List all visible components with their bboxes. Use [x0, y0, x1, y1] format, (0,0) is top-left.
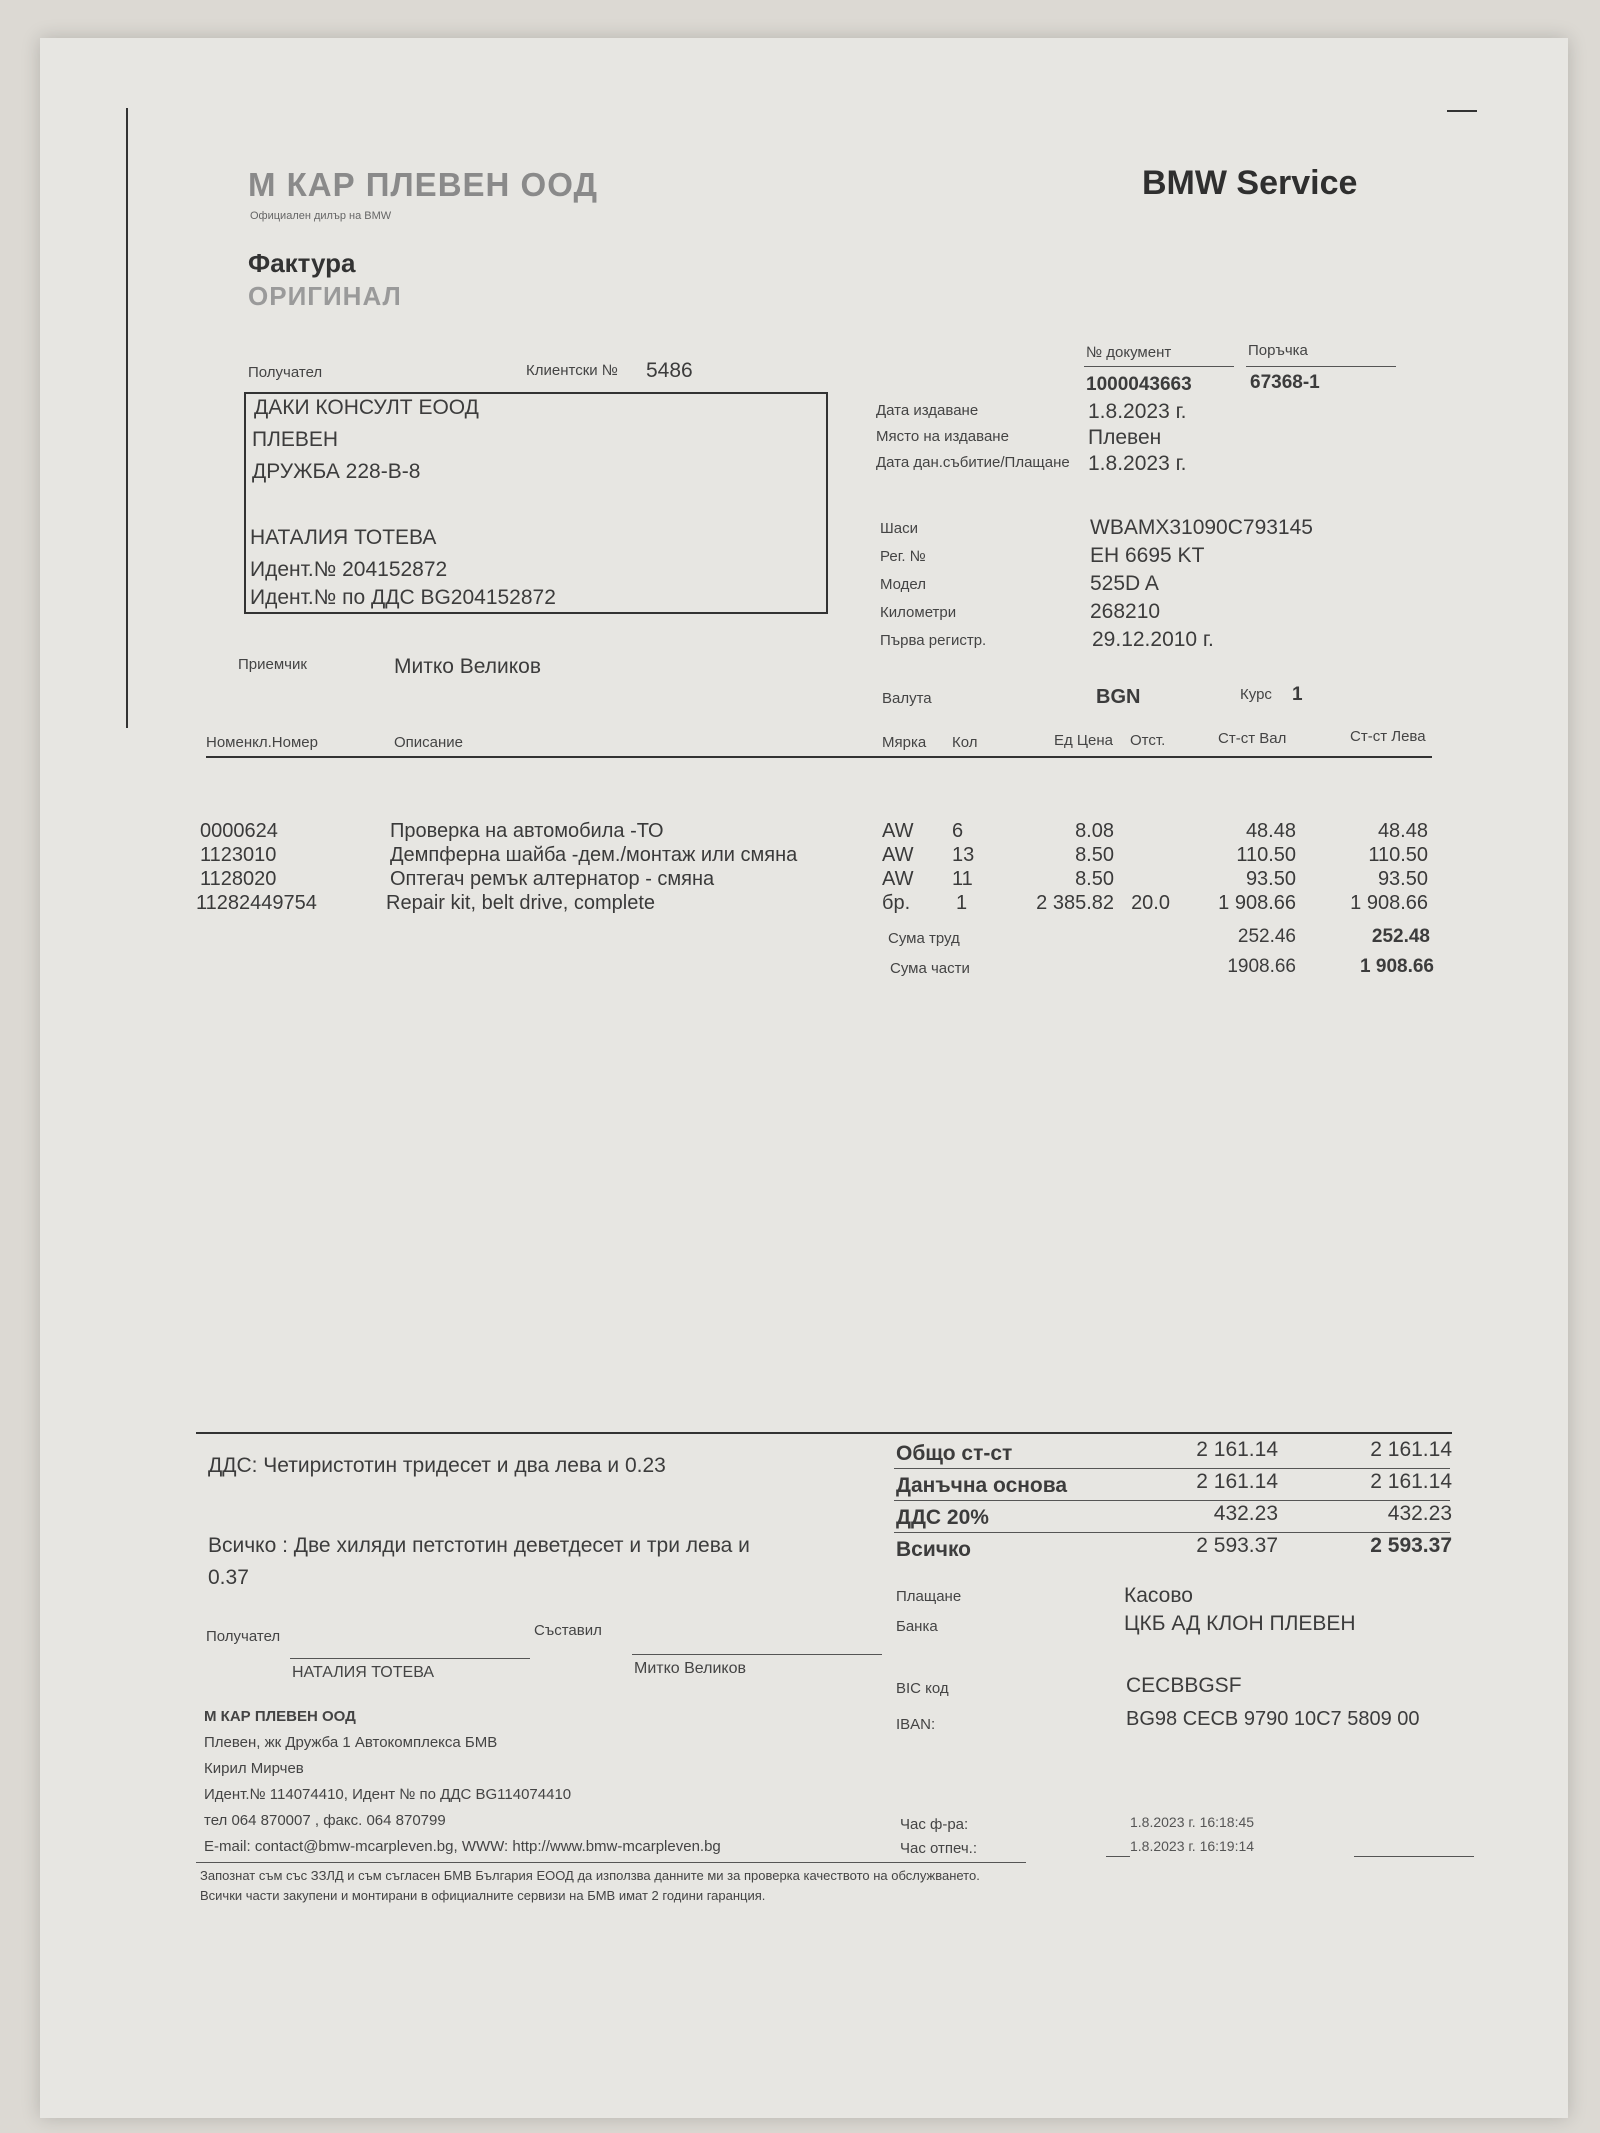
rate-label: Курс [1240, 686, 1272, 703]
time-signature-line [1354, 1856, 1474, 1857]
issue-place-label: Място на издаване [876, 428, 1009, 445]
total-all-bgn: 2 593.37 [1370, 1534, 1452, 1557]
receiver-label: Приемчик [238, 656, 307, 673]
total-vat-bgn: 432.23 [1387, 1502, 1452, 1525]
total-words-2: 0.37 [208, 1566, 249, 1589]
print-time-mark [1106, 1856, 1130, 1857]
row-val-bgn: 48.48 [1377, 820, 1428, 842]
row-price: 8.50 [1075, 844, 1114, 866]
order-underline [1246, 366, 1396, 367]
total-label-vat: ДДС 20% [896, 1506, 989, 1529]
row-qty: 1 [956, 892, 968, 914]
brand-title: BMW Service [1142, 164, 1358, 202]
doc-type: Фактура [248, 248, 356, 278]
issue-date-label: Дата издаване [876, 402, 979, 419]
labor-cur: 252.46 [1237, 926, 1296, 947]
payment-method-label: Плащане [896, 1588, 962, 1605]
row-code: 1123010 [200, 844, 277, 866]
left-margin-line [126, 108, 128, 728]
th-unit: Мярка [882, 734, 927, 751]
row-unit: AW [882, 844, 914, 866]
chassis: WBAMX31090C793145 [1090, 516, 1313, 539]
row-unit: AW [882, 820, 914, 842]
th-val-cur: Ст-ст Вал [1218, 730, 1287, 747]
sign-recipient-name: НАТАЛИЯ ТОТЕВА [292, 1664, 434, 1681]
print-time-label: Час отпеч.: [900, 1840, 978, 1857]
disclaimer-line-2: Всички части закупени и монтирани в официалните сервизи на БМВ имат 2 години гаранция. [200, 1888, 766, 1903]
first-reg: 29.12.2010 г. [1092, 628, 1214, 651]
total-all-cur: 2 593.37 [1196, 1534, 1278, 1557]
doc-no: 1000043663 [1086, 374, 1192, 395]
row-unit: бр. [882, 892, 911, 914]
iban-label: IBAN: [896, 1716, 936, 1733]
recipient-person: НАТАЛИЯ ТОТЕВА [250, 526, 437, 549]
table-row [40, 820, 1568, 844]
invoice-time-label: Час ф-ра: [900, 1816, 969, 1833]
invoice-paper [40, 38, 1568, 2118]
total-vat-cur: 432.23 [1213, 1502, 1278, 1525]
row-price: 2 385.82 [1036, 892, 1114, 914]
recipient-city: ПЛЕВЕН [252, 428, 339, 451]
company-name: М КАР ПЛЕВЕН ООД [248, 166, 598, 203]
tax-date-label: Дата дан.събитие/Плащане [876, 454, 1070, 471]
th-val-bgn: Ст-ст Лева [1350, 728, 1426, 745]
total-net-cur: 2 161.14 [1196, 1438, 1278, 1461]
recipient-name: ДАКИ КОНСУЛТ ЕООД [254, 396, 479, 419]
parts-label: Сума части [890, 960, 970, 977]
company-subtitle: Официален дилър на BMW [250, 210, 392, 222]
th-desc: Описание [394, 734, 464, 751]
row-qty: 11 [952, 868, 973, 890]
recipient-box-bottom [244, 612, 828, 614]
parts-bgn: 1 908.66 [1360, 956, 1434, 977]
currency-label: Валута [882, 690, 932, 707]
disclaimer-line [196, 1862, 1026, 1863]
client-no: 5486 [646, 359, 693, 382]
recipient-label: Получател [248, 364, 323, 381]
order-label: Поръчка [1248, 342, 1308, 359]
row-code: 11282449754 [196, 892, 317, 914]
table-row [40, 892, 1568, 916]
recipient-address: ДРУЖБА 228-В-8 [252, 460, 421, 483]
receiver-name: Митко Великов [394, 655, 542, 678]
footer-phones: тел 064 870007 , факс. 064 870799 [204, 1812, 446, 1829]
vat-words: ДДС: Четиристотин тридесет и два лева и 0.23 [208, 1454, 666, 1477]
sign-recipient-line [290, 1658, 530, 1659]
total-base-cur: 2 161.14 [1196, 1470, 1278, 1493]
bottom-separator [196, 1432, 1452, 1434]
issue-date: 1.8.2023 г. [1088, 400, 1187, 423]
th-price: Ед Цена [1054, 732, 1113, 749]
table-header-line [206, 756, 1432, 758]
row-code: 1128020 [200, 868, 277, 890]
th-code: Номенкл.Номер [206, 734, 318, 751]
doc-no-underline [1084, 366, 1234, 367]
bic: CECBBGSF [1126, 1674, 1242, 1697]
row-desc: Repair kit, belt drive, complete [386, 892, 656, 914]
bank-label: Банка [896, 1618, 938, 1635]
footer-address: Плевен, жк Дружба 1 Автокомплекса БМВ [204, 1734, 498, 1751]
sign-composed-line [632, 1654, 882, 1655]
totals-line-3 [894, 1532, 1450, 1533]
total-net-bgn: 2 161.14 [1370, 1438, 1452, 1461]
reg: EH 6695 KT [1090, 544, 1205, 567]
km: 268210 [1090, 600, 1161, 623]
total-base-bgn: 2 161.14 [1370, 1470, 1452, 1493]
totals-line-1 [894, 1468, 1450, 1469]
row-val-bgn: 110.50 [1368, 844, 1428, 866]
sign-composed-label: Съставил [534, 1622, 602, 1639]
model-label: Модел [880, 576, 927, 593]
reg-label: Рег. № [880, 548, 926, 565]
footer-manager: Кирил Мирчев [204, 1760, 304, 1777]
doc-no-label: № документ [1086, 344, 1172, 361]
row-val-cur: 1 908.66 [1218, 892, 1296, 914]
invoice-time: 1.8.2023 г. 16:18:45 [1130, 1814, 1255, 1830]
sign-recipient-label: Получател [206, 1628, 281, 1645]
order-no: 67368-1 [1250, 372, 1320, 393]
recipient-box-top [244, 392, 828, 394]
row-price: 8.08 [1075, 820, 1114, 842]
recipient-ident: Идент.№ 204152872 [250, 558, 448, 581]
payment-method: Касово [1124, 1584, 1193, 1607]
th-disc: Отст. [1130, 732, 1166, 749]
bic-label: BIC код [896, 1680, 949, 1697]
chassis-label: Шаси [880, 520, 918, 537]
row-desc: Оптегач ремък алтернатор - смяна [390, 868, 715, 890]
model: 525D A [1090, 572, 1159, 595]
currency-value: BGN [1096, 686, 1141, 708]
km-label: Километри [880, 604, 957, 621]
labor-bgn: 252.48 [1371, 926, 1430, 947]
print-time: 1.8.2023 г. 16:19:14 [1130, 1838, 1255, 1854]
iban: BG98 CECB 9790 10C7 5809 00 [1126, 1708, 1420, 1730]
row-desc: Проверка на автомобила -ТО [390, 820, 664, 842]
doc-copy: ОРИГИНАЛ [248, 281, 402, 311]
row-qty: 13 [952, 844, 975, 866]
bank: ЦКБ АД КЛОН ПЛЕВЕН [1124, 1612, 1356, 1635]
footer-ids: Идент.№ 114074410, Идент № по ДДС BG114074410 [204, 1786, 572, 1803]
row-val-bgn: 93.50 [1377, 868, 1428, 890]
row-code: 0000624 [200, 820, 278, 842]
row-val-bgn: 1 908.66 [1350, 892, 1428, 914]
row-qty: 6 [952, 820, 964, 842]
issue-place: Плевен [1088, 426, 1162, 449]
total-label-net: Общо ст-ст [896, 1442, 1013, 1465]
total-words-1: Всичко : Две хиляди петстотин деветдесет и три лева и [208, 1534, 750, 1557]
th-qty: Кол [952, 734, 978, 751]
totals-line-2 [894, 1500, 1450, 1501]
footer-company-name: М КАР ПЛЕВЕН ООД [204, 1708, 356, 1725]
row-val-cur: 93.50 [1245, 868, 1296, 890]
recipient-vat-ident: Идент.№ по ДДС BG204152872 [250, 586, 556, 609]
row-val-cur: 110.50 [1236, 844, 1296, 866]
row-val-cur: 48.48 [1245, 820, 1296, 842]
first-reg-label: Първа регистр. [880, 632, 987, 649]
client-no-label: Клиентски № [526, 362, 618, 379]
row-unit: AW [882, 868, 914, 890]
total-label-base: Данъчна основа [896, 1474, 1068, 1497]
row-desc: Демпферна шайба -дем./монтаж или смяна [390, 844, 798, 866]
footer-web: E-mail: contact@bmw-mcarpleven.bg, WWW: http://www.bmw-mcarpleven.bg [204, 1838, 721, 1855]
rate: 1 [1292, 684, 1303, 705]
table-row [40, 844, 1568, 868]
row-disc: 20.0 [1131, 892, 1170, 914]
disclaimer-line-1: Запознат съм със ЗЗЛД и съм съгласен БМВ България ЕООД да използва данните ми за проверка качеството на обслужването. [200, 1868, 980, 1883]
total-label-all: Всичко [896, 1538, 972, 1561]
table-row [40, 868, 1568, 892]
parts-cur: 1908.66 [1227, 956, 1296, 977]
corner-mark [1447, 110, 1477, 112]
row-price: 8.50 [1075, 868, 1114, 890]
tax-date: 1.8.2023 г. [1088, 452, 1187, 475]
labor-label: Сума труд [888, 930, 960, 947]
sign-composed-name: Митко Великов [634, 1660, 747, 1677]
